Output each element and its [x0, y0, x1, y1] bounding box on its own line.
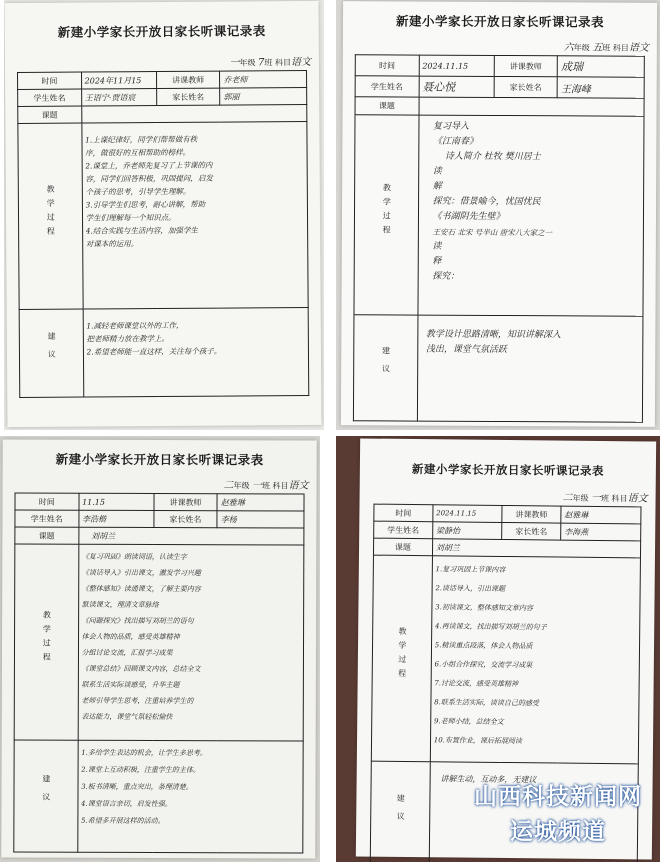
suggestion-line: 1.减轻老师课堂以外的工作，	[86, 320, 184, 331]
class-value: 一	[590, 492, 602, 504]
grade-label: 年级	[233, 481, 250, 491]
topic-label: 课题	[15, 527, 79, 544]
suggestion-line: 教学设计思路清晰，知识讲解深入	[425, 329, 561, 341]
grade-value: 六	[563, 42, 574, 54]
process-line: 容，同学们回答积极，巩固提问，启发	[85, 173, 213, 184]
time-value: 2024.11.15	[433, 505, 503, 523]
process-line: 学生们理解每一个知识点。	[85, 212, 176, 223]
photo-sheet-3	[0, 436, 320, 862]
suggestion-label: 建议	[353, 315, 417, 421]
form-title: 新建小学家长开放日家长听课记录表	[57, 23, 266, 40]
grade-class-subject-line	[3, 475, 317, 491]
grade-class-subject-line	[5, 53, 319, 70]
class-value: 五	[592, 42, 603, 54]
parent-label: 家长姓名	[502, 522, 561, 540]
process-line: 《谈话导入》引出课文，激发学习兴趣	[81, 568, 201, 578]
topic-label: 课题	[18, 106, 82, 123]
grade-label: 年级	[239, 58, 256, 68]
topic-value: 刘胡兰	[432, 539, 640, 558]
topic-value	[419, 97, 645, 116]
form-title: 新建小学家长开放日家长听课记录表	[395, 13, 605, 30]
process-notes	[418, 115, 644, 316]
grade-value: 二	[223, 480, 234, 492]
grade-label: 年级	[573, 43, 590, 53]
teacher-value: 乔老师	[220, 70, 307, 88]
class-label: 班	[264, 58, 273, 68]
parent-label: 家长姓名	[156, 88, 220, 105]
process-line: 《书湖阴先生壁》	[432, 211, 505, 223]
process-line: 2.谈话导入，引出课题	[435, 584, 506, 593]
process-line: 默读课文，理清文章脉络	[81, 600, 159, 609]
suggestion-line: 5.希望多开展这样的活动。	[80, 816, 165, 826]
topic-label: 课题	[355, 97, 419, 115]
student-label: 学生姓名	[15, 510, 79, 527]
process-line: 探究：	[432, 271, 460, 282]
process-line: 释	[432, 256, 442, 267]
teacher-value: 赵雅琳	[217, 494, 304, 511]
process-label: 教学过程	[18, 123, 83, 309]
record-form	[1, 439, 316, 858]
topic-value	[81, 104, 307, 123]
suggestion-notes	[83, 307, 309, 397]
parent-label: 家长姓名	[494, 76, 558, 97]
suggestion-line: 浅出，课堂气氛活跃	[425, 344, 507, 356]
process-line: 联系生活实际谈感受，升华主题	[81, 680, 180, 690]
student-value: 梁静怡	[432, 522, 502, 540]
process-notes	[81, 121, 308, 309]
parent-value: 李海燕	[561, 523, 641, 541]
process-line: 解	[432, 181, 442, 192]
process-line: 个孩子的思考，引导学生理解。	[85, 186, 191, 197]
time-value: 11.15	[79, 493, 154, 510]
process-line: 《课堂总结》回顾课文内容，总结全文	[81, 664, 201, 674]
process-label: 教学过程	[371, 555, 432, 762]
process-line: 《复习巩固》朗读词语，认读生字	[81, 552, 187, 562]
suggestion-notes	[417, 315, 643, 422]
process-line: 2.课堂上，乔老师先复习了上节课的内	[85, 160, 213, 171]
process-line: 探究：借景喻今，忧国忧民	[432, 196, 541, 208]
process-line: 1.复习巩固上节课内容	[435, 565, 506, 574]
time-value: 2024.11.15	[419, 55, 494, 76]
suggestion-label: 建议	[19, 309, 83, 397]
process-line: 分组讨论交流，汇报学习成果	[81, 648, 173, 658]
teacher-label: 讲课教师	[494, 55, 558, 76]
student-label: 学生姓名	[355, 76, 419, 97]
process-line: 1.上课纪律好，同学们帮帮做有秩	[85, 134, 198, 145]
subject-value: 语文	[627, 493, 648, 505]
process-line: 3.初读课文，整体感知文章内容	[435, 603, 533, 613]
record-form	[341, 1, 657, 427]
photo-sheet-1	[4, 0, 324, 430]
process-line: 4.再读课文，找出描写刘胡兰的句子	[434, 622, 547, 632]
time-label: 时间	[15, 493, 79, 510]
process-notes	[430, 556, 640, 764]
teacher-value: 成瑞	[558, 56, 645, 77]
suggestion-line: 4.课堂语言亲切，启发性强。	[81, 799, 172, 809]
process-line: 复习导入	[433, 121, 470, 132]
process-line: 10.布置作业，课后拓展阅读	[433, 736, 522, 746]
process-line: 8.联系生活实际，谈谈自己的感受	[434, 698, 539, 708]
time-label: 时间	[355, 55, 419, 76]
process-line: 3.引导学生们思考，耐心讲解，帮助	[85, 199, 206, 210]
suggestion-line: 讲解生动，互动多，无建议	[440, 774, 537, 785]
record-table	[353, 54, 645, 423]
suggestion-notes	[77, 740, 303, 853]
process-line: 《问题探究》找出描写刘胡兰的语句	[81, 616, 194, 626]
subject-value: 语文	[290, 56, 311, 69]
parent-value: 李杨	[217, 511, 304, 528]
process-line: 9.老师小结，总结全文	[433, 717, 504, 726]
teacher-value: 赵雅琳	[561, 506, 641, 524]
parent-label: 家长姓名	[154, 510, 218, 527]
process-line: 4.结合实践与生活内容，加强学生	[85, 225, 198, 236]
class-label: 班	[600, 493, 610, 504]
process-line: 诗人简介 杜牧 樊川居士	[444, 151, 541, 163]
process-line: 6.小组合作探究，交流学习成果	[434, 660, 533, 670]
process-line: 老师引导学生思考，注重培养学生的	[81, 696, 194, 706]
teacher-label: 讲课教师	[154, 493, 218, 510]
grade-class-subject-line	[360, 486, 656, 504]
subject-label: 科目	[611, 494, 628, 504]
grade-value: 一	[229, 57, 240, 69]
student-label: 学生姓名	[18, 89, 82, 106]
subject-label: 科目	[274, 58, 291, 68]
process-line: 《整体感知》读通课文，了解主要内容	[81, 584, 201, 594]
subject-value: 语文	[628, 42, 649, 54]
topic-label: 课题	[373, 538, 432, 556]
watermark-line-2: 运城频道	[510, 819, 606, 845]
watermark-line-1: 山西科技新闻网	[474, 784, 642, 810]
record-table	[13, 492, 304, 853]
process-label: 教学过程	[14, 544, 78, 740]
process-line: 序，做很好的互相帮助的榜样。	[85, 147, 191, 158]
topic-value: 刘胡兰	[78, 527, 303, 545]
suggestion-line: 把老师精力放在教学上。	[86, 333, 169, 344]
suggestion-line: 3.板书清晰，重点突出，条理清楚。	[81, 782, 193, 792]
process-label: 教学过程	[354, 115, 419, 315]
grade-class-subject-line	[343, 37, 657, 54]
suggestion-label: 建议	[370, 761, 430, 862]
process-line: 体会人物的品质，感受英雄精神	[81, 632, 180, 642]
record-table	[17, 70, 309, 398]
photo-sheet-2	[336, 0, 660, 430]
subject-label: 科目	[272, 481, 289, 491]
form-title: 新建小学家长开放日家长听课记录表	[55, 451, 264, 468]
process-line: 王安石 北宋 号半山 唐宋八大家之一	[432, 227, 553, 238]
parent-value: 王海峰	[557, 77, 644, 98]
student-value: 聂心悦	[419, 76, 494, 97]
class-label: 班	[602, 43, 611, 53]
student-value: 李浩楷	[79, 510, 154, 527]
grade-label: 年级	[572, 493, 589, 503]
process-line: 读	[432, 166, 442, 177]
class-label: 班	[262, 481, 271, 491]
record-form	[5, 1, 322, 427]
subject-value: 语文	[288, 480, 309, 492]
time-label: 时间	[374, 504, 433, 522]
suggestion-line: 1.多给学生表达的机会，让学生多思考。	[81, 748, 207, 758]
class-value: 一	[252, 480, 263, 492]
process-line: 7.讨论交流，感受英雄精神	[434, 679, 519, 689]
parent-value: 郭丽	[220, 87, 307, 105]
subject-label: 科目	[612, 43, 629, 53]
process-line: 表达能力，课堂气氛轻松愉快	[81, 712, 173, 722]
time-value: 2024年11月15	[81, 72, 156, 90]
time-label: 时间	[18, 72, 82, 89]
process-line: 《江南春》	[432, 136, 478, 147]
watermark	[474, 778, 642, 846]
process-notes	[78, 544, 304, 741]
student-value: 王语宁·贾语宸	[81, 89, 156, 107]
suggestion-line: 2.课堂上互动积极，注重学生的主体。	[81, 765, 200, 775]
student-label: 学生姓名	[374, 521, 433, 539]
suggestion-line: 2.希望老师能一直这样，关注每个孩子。	[86, 346, 222, 357]
grade-value: 二	[562, 492, 573, 504]
teacher-label: 讲课教师	[502, 505, 561, 523]
teacher-label: 讲课教师	[156, 71, 220, 88]
suggestion-label: 建议	[14, 740, 78, 852]
process-line: 读	[432, 241, 442, 252]
process-line: 对课本的运用。	[85, 239, 139, 249]
form-title: 新建小学家长开放日家长听课记录表	[411, 462, 604, 479]
process-line: 5.精读重点段落，体会人物品质	[434, 641, 533, 651]
class-value: 7	[257, 57, 265, 69]
